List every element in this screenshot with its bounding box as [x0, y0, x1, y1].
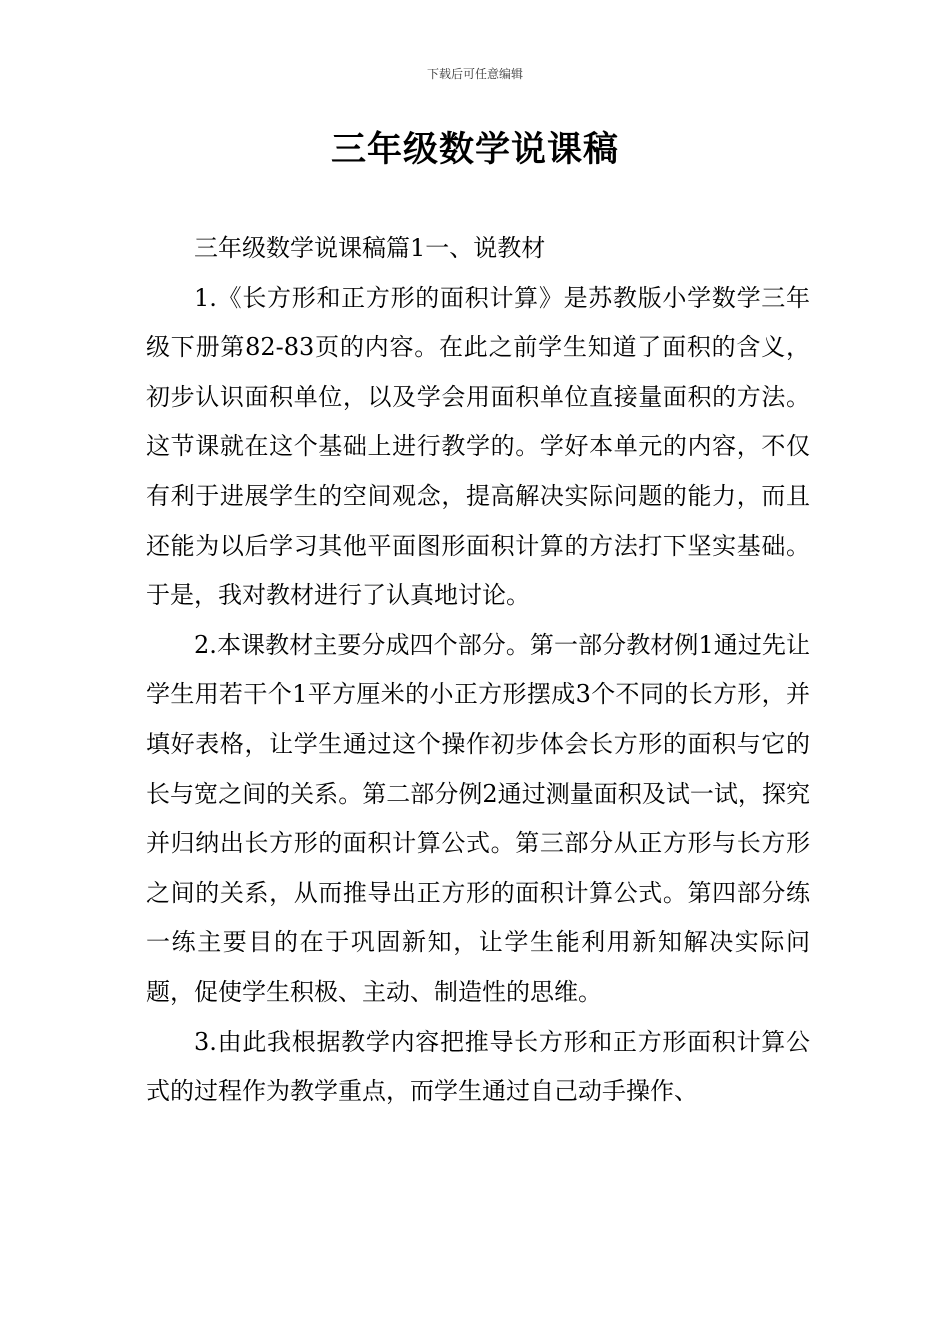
document-title: 三年级数学说课稿	[330, 130, 619, 170]
paragraph-3: 3.由此我根据教学内容把推导长方形和正方形面积计算公式的过程作为教学重点，而学生通过自己动手操作、	[146, 1027, 810, 1106]
document-body	[146, 224, 810, 1117]
paragraph-heading: 三年级数学说课稿篇1一、说教材	[194, 234, 546, 262]
paragraph-2: 2.本课教材主要分成四个部分。第一部分教材例1通过先让学生用若干个1平方厘米的小正方形摆成3个不同的长方形，并填好表格，让学生通过这个操作初步体会长方形的面积与它的长与宽之间的关系。第二部分例2通过测量面积及试一试，探究并归纳出长方形的面积计算公式。第三部分从正方形与长方形之间的关系，从而推导出正方形的面积计算公式。第四部分练一练主要目的在于巩固新知，让学生能利用新知解决实际问题，促使学生积极、主动、制造性的思维。	[146, 630, 810, 1006]
paragraph-1: 1.《长方形和正方形的面积计算》是苏教版小学数学三年级下册第82-83页的内容。在此之前学生知道了面积的含义，初步认识面积单位，以及学会用面积单位直接量面积的方法。这节课就在这个基础上进行教学的。学好本单元的内容，不仅有利于进展学生的空间观念，提高解决实际问题的能力，而且还能为以后学习其他平面图形面积计算的方法打下坚实基础。于是，我对教材进行了认真地讨论。	[146, 283, 810, 610]
header-note: 下载后可任意编辑	[426, 67, 523, 81]
